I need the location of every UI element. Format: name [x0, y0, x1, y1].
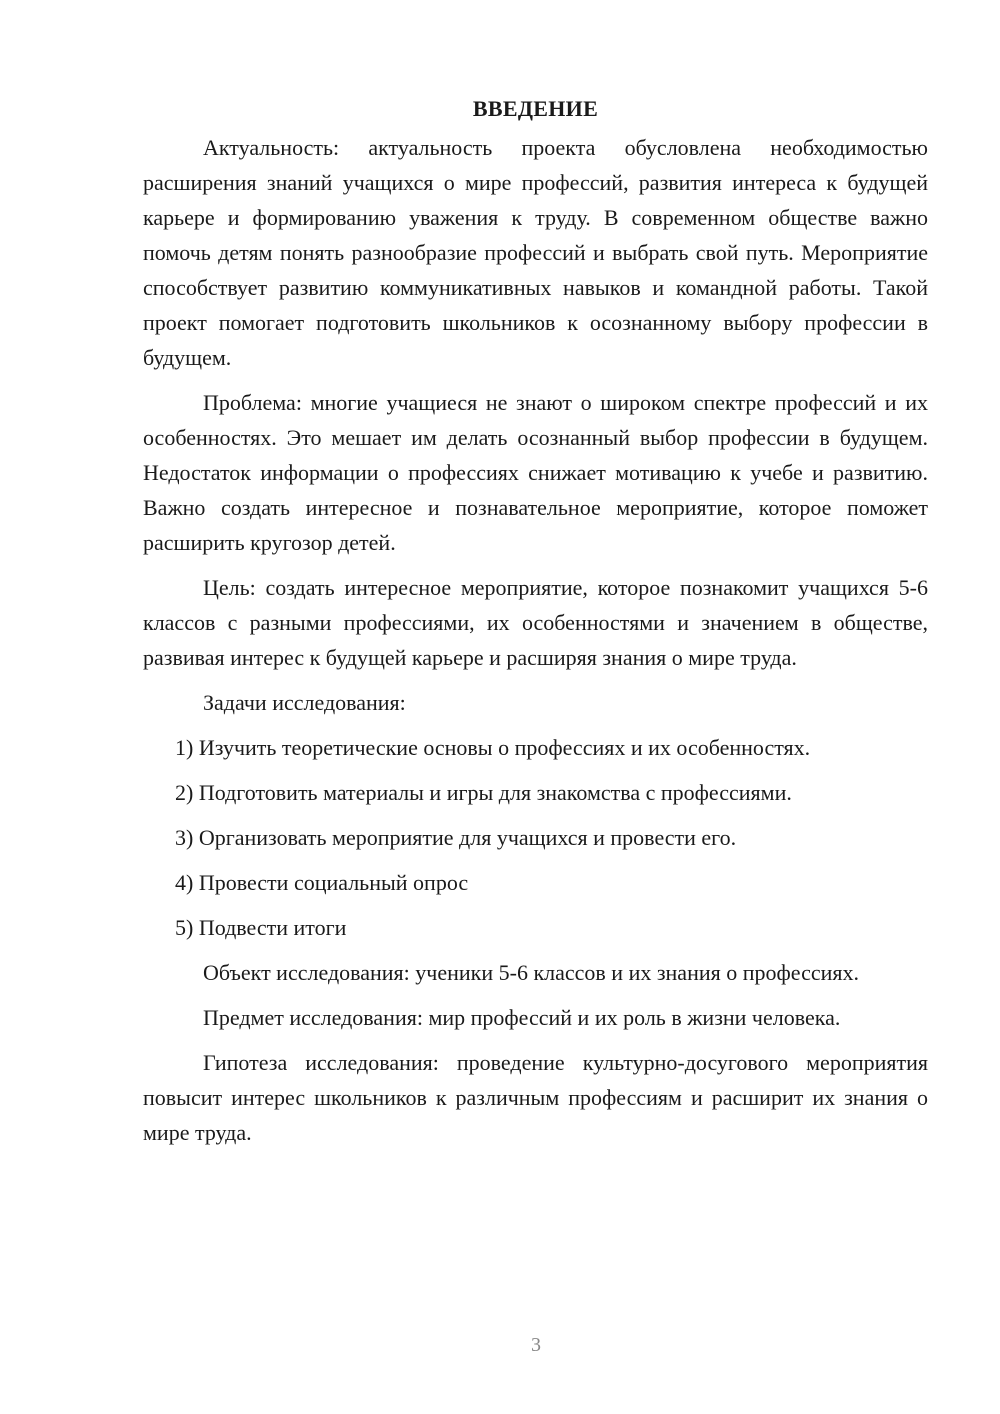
page-title: ВВЕДЕНИЕ: [472, 96, 599, 121]
tasks-list: [143, 730, 928, 945]
page-number: 3: [531, 1334, 541, 1356]
paragraph-hypothesis: Гипотеза исследования: проведение культурно-досугового мероприятия повысит интерес школьников к различным профессиям и расширит их знания о мире труда.: [143, 1050, 928, 1145]
paragraph-subject: Предмет исследования: мир профессий и их роль в жизни человека.: [203, 1005, 841, 1030]
paragraph-problem: Проблема: многие учащиеся не знают о широком спектре профессий и их особенностях. Это мешает им делать осознанный выбор профессии в будущем. Недостаток информации о профессиях снижает мотивацию к учебе и развитию. Важно создать интересное и познавательное мероприятие, которое поможет расширить кругозор детей.: [143, 390, 928, 555]
tasks-heading: Задачи исследования:: [203, 690, 406, 715]
paragraph-goal: Цель: создать интересное мероприятие, которое познакомит учащихся 5-6 классов с разными профессиями, их особенностями и значением в обществе, развивая интерес к будущей карьере и расширяя знания о мире труда.: [143, 575, 928, 670]
task-item: 2) Подготовить материалы и игры для знакомства с профессиями.: [175, 780, 792, 805]
task-item: 4) Провести социальный опрос: [175, 870, 469, 895]
task-item: 5) Подвести итоги: [175, 915, 347, 940]
task-item: 3) Организовать мероприятие для учащихся и провести его.: [175, 825, 737, 850]
task-item: 1) Изучить теоретические основы о профессиях и их особенностях.: [175, 735, 811, 760]
document-body: [143, 94, 928, 1160]
paragraph-object: Объект исследования: ученики 5-6 классов и их знания о профессиях.: [203, 960, 859, 985]
paragraph-relevance: Актуальность: актуальность проекта обусловлена необходимостью расширения знаний учащихся о мире профессий, развития интереса к будущей карьере и формированию уважения к труду. В современном обществе важно помочь детям понять разнообразие профессий и выбрать свой путь. Мероприятие способствует развитию коммуникативных навыков и командной работы. Такой проект помогает подготовить школьников к осознанному выбору профессии в будущем.: [143, 135, 928, 370]
